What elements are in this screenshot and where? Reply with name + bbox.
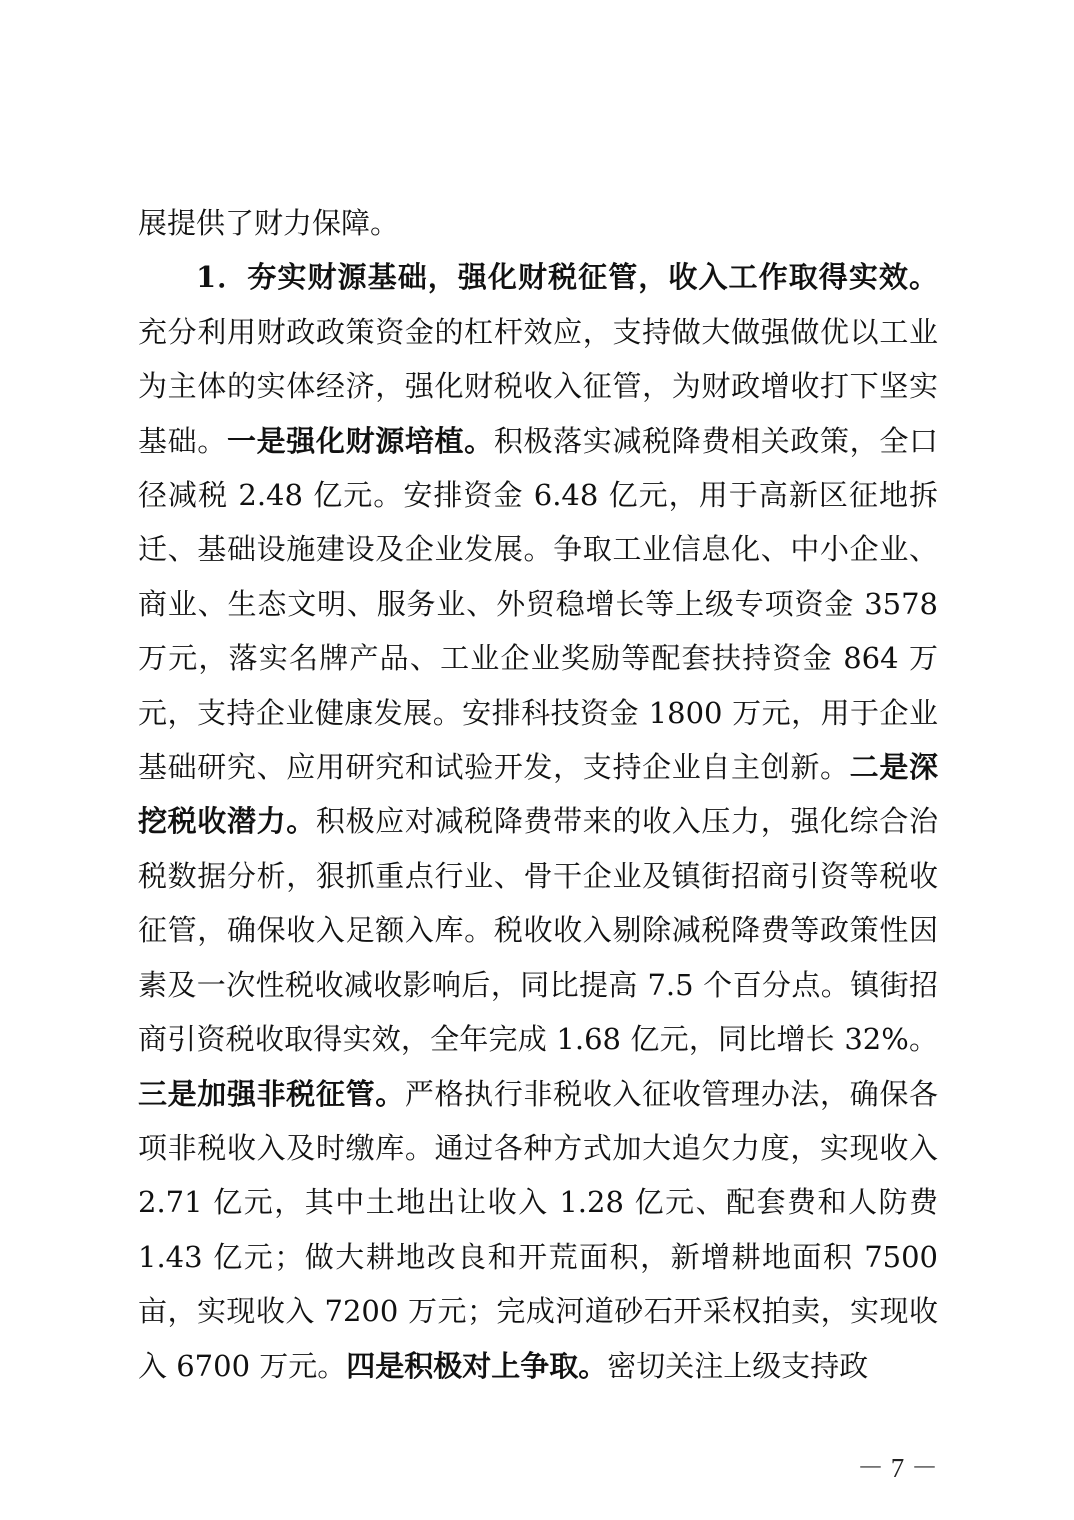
point-2-heading: 二是深挖税收潜力。	[138, 750, 938, 839]
page-number: － 7 －	[857, 1453, 938, 1483]
section-1-intro: 充分利用财政政策资金的杠杆效应，支持做大做强做优以工业为主体的实体经济，强化财税收入征管，为财政增收打下坚实基础。	[138, 314, 938, 458]
section-1-title: 1．夯实财源基础，强化财税征管，收入工作取得实效。	[196, 260, 938, 295]
body-text	[138, 196, 938, 1393]
point-3-text: 严格执行非税收入征收管理办法，确保各项非税收入及时缴库。通过各种方式加大追欠力度，实现收入 2.71 亿元，其中土地出让收入 1.28 亿元、配套费和人防费 1.43 亿元；做大耕地改良和开荒面积，新增耕地面积 7500 亩，实现收入 7200 万元；完成河道砂石开采权拍卖，实现收入 6700 万元。	[138, 1076, 938, 1383]
point-4-heading: 四是积极对上争取。	[346, 1348, 608, 1383]
point-4-text: 密切关注上级支持政	[607, 1348, 869, 1383]
point-2-text: 积极应对减税降费带来的收入压力，强化综合治税数据分析，狠抓重点行业、骨干企业及镇街招商引资等税收征管，确保收入足额入库。税收收入剔除减税降费等政策性因素及一次性税收减收影响后，同比提高 7.5 个百分点。镇街招商引资税收取得实效，全年完成 1.68 亿元，同比增长 32%。	[138, 804, 938, 1057]
paragraph-continuation: 展提供了财力保障。	[138, 206, 400, 240]
point-1-heading: 一是强化财源培植。	[226, 423, 494, 458]
point-1-text: 积极落实减税降费相关政策，全口径减税 2.48 亿元。安排资金 6.48 亿元，用于高新区征地拆迁、基础设施建设及企业发展。争取工业信息化、中小企业、商业、生态文明、服务业、外贸稳增长等上级专项资金 3578 万元，落实名牌产品、工业企业奖励等配套扶持资金 864 万元，支持企业健康发展。安排科技资金 1800 万元，用于企业基础研究、应用研究和试验开发，支持企业自主创新。	[138, 423, 938, 785]
point-3-heading: 三是加强非税征管。	[138, 1076, 405, 1111]
section-1-paragraph	[138, 250, 938, 1393]
